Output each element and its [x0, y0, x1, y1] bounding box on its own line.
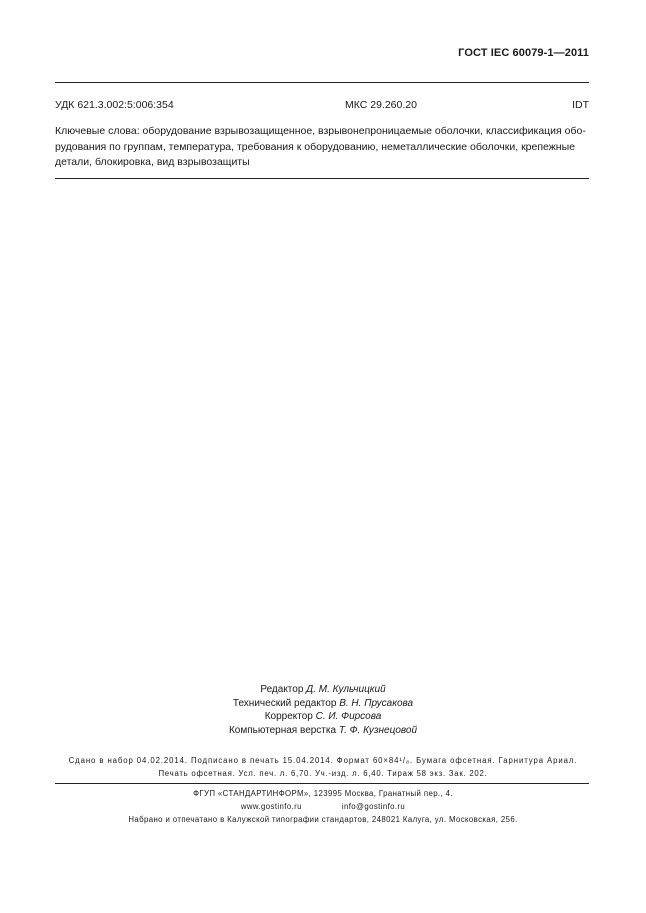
credit-role: Редактор [260, 684, 304, 695]
printer-info: Набрано и отпечатано в Калужской типографии стандартов, 248021 Калуга, ул. Московская, 256. [128, 815, 518, 824]
publisher-address: ФГУП «СТАНДАРТИНФОРМ», 123995 Москва, Гранатный пер., 4. [193, 789, 453, 798]
keywords-line: Ключевые слова: оборудование взрывозащищенное, взрывонепроницаемые оболочки, классификация обо- [55, 125, 586, 137]
credit-name: В. Н. Прусакова [339, 697, 414, 709]
credit-name: Т. Ф. Кузнецовой [338, 724, 418, 736]
keywords-line: рудования по группам, температура, требования к оборудованию, неметаллические оболочки, крепежные [55, 140, 575, 153]
credit-name: Д. М. Кульчицкий [306, 684, 386, 695]
print-info-block [0, 754, 646, 780]
credit-tech-editor [0, 697, 646, 711]
keywords-divider [55, 178, 589, 179]
publisher-email-link[interactable]: info@gostinfo.ru [341, 802, 406, 811]
classification-row [55, 99, 589, 113]
print-info-line: Сдано в набор 04.02.2014. Подписано в печать 15.04.2014. Формат 60×84¹/₈. Бумага офсетная. Гарнитура Ариал. [68, 756, 578, 765]
idt-mark: IDT [572, 99, 589, 111]
credit-role: Технический редактор [232, 697, 337, 709]
credit-layout [0, 724, 646, 738]
keywords-paragraph [55, 124, 591, 171]
mks-code: МКС 29.260.20 [345, 99, 417, 111]
publisher-contacts [0, 800, 646, 813]
standard-number: ГОСТ IEC 60079-1—2011 [458, 47, 589, 59]
imprint-divider [55, 783, 589, 784]
udk-code: УДК 621.3.002:5:006:354 [55, 99, 174, 111]
credit-role: Компьютерная верстка [228, 724, 337, 736]
top-divider [55, 82, 589, 83]
publisher-website-link[interactable]: www.gostinfo.ru [240, 802, 302, 811]
credit-role: Корректор [264, 711, 313, 722]
publisher-block [0, 787, 646, 826]
credit-name: С. И. Фирсова [315, 711, 382, 722]
credit-editor [0, 683, 646, 697]
credits-block [0, 683, 646, 737]
print-info-line: Печать офсетная. Усл. печ. л. 6,70. Уч.-изд. л. 6,40. Тираж 58 экз. Зак. 202. [158, 769, 488, 778]
credit-proofreader [0, 710, 646, 724]
keywords-line: детали, блокировка, вид взрывозащиты [55, 156, 250, 168]
